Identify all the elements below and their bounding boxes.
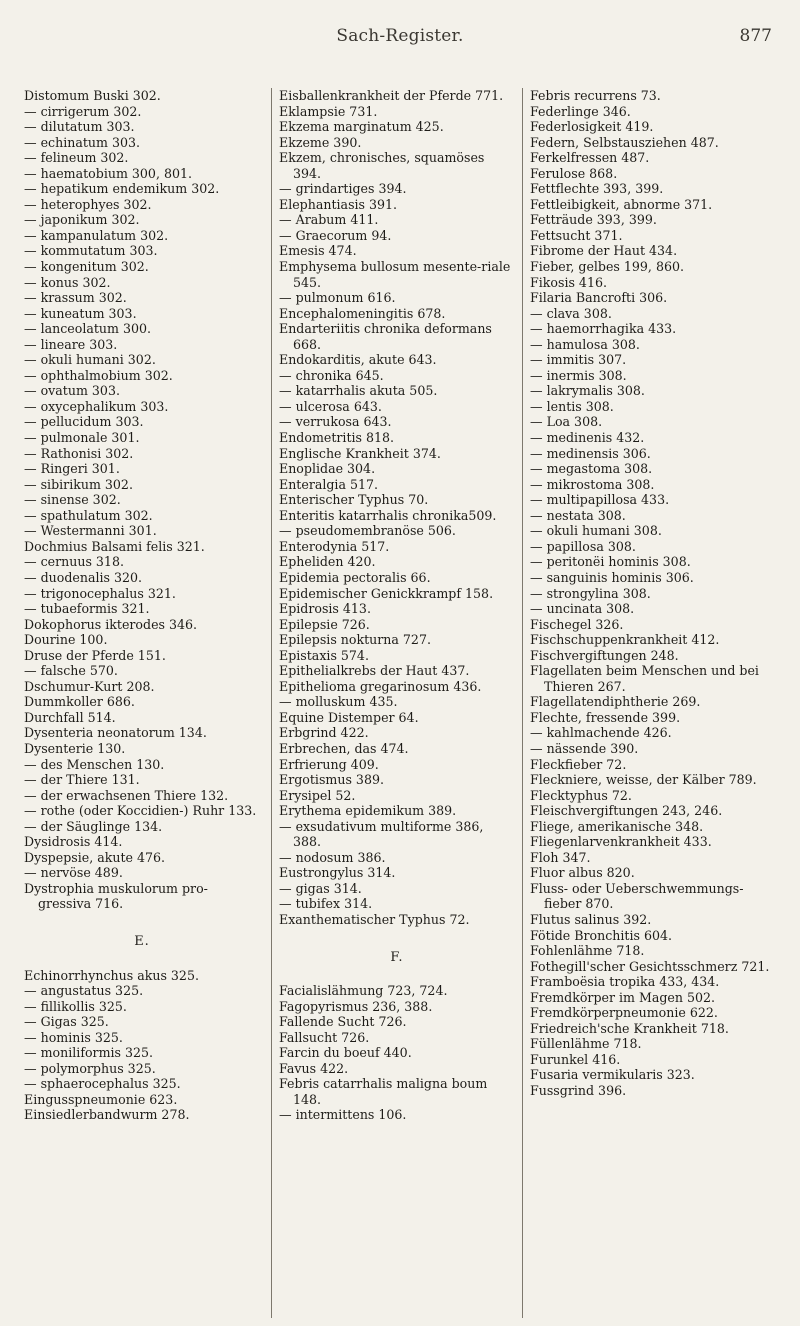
index-entry: Epidrosis 413. xyxy=(279,601,371,617)
index-entry: Dourine 100. xyxy=(24,632,108,648)
index-entry: — pseudomembranöse 506. xyxy=(279,523,456,539)
index-entry: — heterophyes 302. xyxy=(24,196,152,212)
index-entry: — nervöse 489. xyxy=(24,865,123,881)
index-entry: Enteralgia 517. xyxy=(279,476,379,492)
index-entry: Englische Krankheit 374. xyxy=(279,445,441,461)
index-entry: Favus 422. xyxy=(279,1060,349,1076)
index-entry: — cernuus 318. xyxy=(24,554,124,570)
index-column-2 xyxy=(271,88,515,1318)
index-entry: Ekzem, chronisches, squamöses 394. xyxy=(279,150,485,181)
index-entry: Fagopyrismus 236, 388. xyxy=(279,998,433,1014)
index-entry: — Arabum 411. xyxy=(279,212,379,228)
index-entry: Epidemia pectoralis 66. xyxy=(279,569,431,585)
running-title: Sach-Register. xyxy=(336,26,464,46)
index-entry: Enteritis katarrhalis chronika509. xyxy=(279,507,497,523)
index-entry: Fötide Bronchitis 604. xyxy=(530,927,672,943)
index-entry: — duodenalis 320. xyxy=(24,569,143,585)
index-entry: Erbrechen, das 474. xyxy=(279,740,409,756)
index-entry: Filaria Bancrofti 306. xyxy=(530,290,668,306)
index-entry: — kongenitum 302. xyxy=(24,259,149,275)
index-entry: — tubifex 314. xyxy=(279,896,373,912)
index-entry: Epilepsie 726. xyxy=(279,616,370,632)
index-entry: Ekzeme 390. xyxy=(279,134,362,150)
index-entry: — pulmonum 616. xyxy=(279,290,396,306)
index-entry: Fischschuppenkrankheit 412. xyxy=(530,632,720,648)
index-entry: — chronika 645. xyxy=(279,367,384,383)
index-entry: — Loa 308. xyxy=(530,414,603,430)
index-entry: Fothegill'scher Gesichtsschmerz 721. xyxy=(530,958,770,974)
index-entry: — polymorphus 325. xyxy=(24,1060,156,1076)
index-entry: Fleischvergiftungen 243, 246. xyxy=(530,803,723,819)
index-entry: Fischvergiftungen 248. xyxy=(530,647,679,663)
index-entry: — Ringeri 301. xyxy=(24,461,120,477)
index-entry: — exsudativum multiforme 386, 388. xyxy=(279,818,484,850)
index-entry: — spathulatum 302. xyxy=(24,507,153,523)
index-entry: Fremdkörper im Magen 502. xyxy=(530,989,716,1005)
index-entry: Eklampsie 731. xyxy=(279,103,378,119)
page-number: 877 xyxy=(739,26,772,46)
index-entry: — des Menschen 130. xyxy=(24,756,165,772)
index-entry: Dokophorus ikterodes 346. xyxy=(24,616,198,632)
index-column-3 xyxy=(522,88,780,1318)
index-entry: Fliege, amerikanische 348. xyxy=(530,818,704,834)
index-entry: Ekzema marginatum 425. xyxy=(279,119,444,135)
index-entry: Epilepsis nokturna 727. xyxy=(279,632,431,648)
index-entry: — sanguinis hominis 306. xyxy=(530,569,694,585)
index-entry: — echinatum 303. xyxy=(24,134,141,150)
index-entry: — haemorrhagika 433. xyxy=(530,321,677,337)
index-entry: Dochmius Balsami felis 321. xyxy=(24,538,205,554)
index-entry: — ulcerosa 643. xyxy=(279,398,382,414)
index-entry: Flutus salinus 392. xyxy=(530,911,652,927)
index-entry: — clava 308. xyxy=(530,305,612,321)
index-entry: Federn, Selbstausziehen 487. xyxy=(530,134,719,150)
index-column-1 xyxy=(24,88,260,1123)
index-entry: Federlosigkeit 419. xyxy=(530,119,654,135)
page-header xyxy=(0,26,800,56)
index-entry: — megastoma 308. xyxy=(530,461,653,477)
index-entry: — der erwachsenen Thiere 132. xyxy=(24,787,229,803)
index-entry: Endarteriitis chronika deformans 668. xyxy=(279,321,492,352)
index-entry: Eisballenkrankheit der Pferde 771. xyxy=(279,88,504,103)
index-entry: — lakrymalis 308. xyxy=(530,383,645,399)
index-entry: — ophthalmobium 302. xyxy=(24,367,173,383)
index-entry: — Westermanni 301. xyxy=(24,523,157,539)
index-entry: Dschumur-Kurt 208. xyxy=(24,678,155,694)
index-entry: Epidemischer Genickkrampf 158. xyxy=(279,585,494,601)
index-entry: Emphysema bullosum mesente-riale 545. xyxy=(279,259,511,290)
index-entry: — papillosa 308. xyxy=(530,538,636,554)
index-entry: — lineare 303. xyxy=(24,336,118,352)
index-entry: Equine Distemper 64. xyxy=(279,709,419,725)
index-entry: Emesis 474. xyxy=(279,243,357,259)
index-entry: Fettleibigkeit, abnorme 371. xyxy=(530,196,713,212)
index-entry: Fikosis 416. xyxy=(530,274,607,290)
index-entry: — ovatum 303. xyxy=(24,383,120,399)
index-entry: Dummkoller 686. xyxy=(24,694,135,710)
index-entry: Facialislähmung 723, 724. xyxy=(279,983,448,999)
index-entry: — haematobium 300, 801. xyxy=(24,165,192,181)
index-entry: — Rathonisi 302. xyxy=(24,445,134,461)
index-entry: Dysenterie 130. xyxy=(24,740,126,756)
index-entry: — der Säuglinge 134. xyxy=(24,818,163,834)
index-entry: Exanthematischer Typhus 72. xyxy=(279,911,470,927)
index-entry: Epithelioma gregarinosum 436. xyxy=(279,678,482,694)
index-entry: Fischegel 326. xyxy=(530,616,624,632)
index-entry: Flagellaten beim Menschen und bei Thieren 267. xyxy=(530,663,759,694)
index-entry: Fetträude 393, 399. xyxy=(530,212,657,228)
index-entry: — pulmonale 301. xyxy=(24,430,140,446)
index-entry: Febris catarrhalis maligna boum 148. xyxy=(279,1076,488,1107)
index-entry: Floh 347. xyxy=(530,849,591,865)
index-entry: Febris recurrens 73. xyxy=(530,88,661,103)
index-entry: — multipapillosa 433. xyxy=(530,492,670,508)
index-entry: — hominis 325. xyxy=(24,1029,123,1045)
index-entry: — nässende 390. xyxy=(530,740,639,756)
index-entry: — lanceolatum 300. xyxy=(24,321,152,337)
index-entry: Fallende Sucht 726. xyxy=(279,1014,407,1030)
index-entry: Fluss- oder Ueberschwemmungs-fieber 870. xyxy=(530,880,744,912)
index-entry: Ferkelfressen 487. xyxy=(530,150,650,166)
index-entry: — oxycephalikum 303. xyxy=(24,398,169,414)
index-entry: — dilutatum 303. xyxy=(24,119,135,135)
index-entry: — molluskum 435. xyxy=(279,694,398,710)
index-entry: — strongylina 308. xyxy=(530,585,651,601)
index-entry: Fettsucht 371. xyxy=(530,227,623,243)
index-entry: — Graecorum 94. xyxy=(279,227,392,243)
index-entry: — uncinata 308. xyxy=(530,601,635,617)
index-entry: — okuli humani 302. xyxy=(24,352,156,368)
index-entry: Ergotismus 389. xyxy=(279,772,384,788)
index-entry: — nodosum 386. xyxy=(279,849,386,865)
index-entry: Elephantiasis 391. xyxy=(279,196,398,212)
index-entry: — verrukosa 643. xyxy=(279,414,392,430)
index-entry: Eingusspneumonie 623. xyxy=(24,1091,178,1107)
index-entry: — kahlmachende 426. xyxy=(530,725,672,741)
index-entry: Fussgrind 396. xyxy=(530,1083,627,1098)
index-entry: Fallsucht 726. xyxy=(279,1029,370,1045)
index-entry: Flagellatendiphtherie 269. xyxy=(530,694,701,710)
index-entry: — sphaerocephalus 325. xyxy=(24,1076,181,1092)
index-entry: Fleckniere, weisse, der Kälber 789. xyxy=(530,772,757,788)
index-entry: — sinense 302. xyxy=(24,492,121,508)
index-entry: Fusaria vermikularis 323. xyxy=(530,1067,695,1083)
index-entry: Erbgrind 422. xyxy=(279,725,369,741)
index-entry: — fillikollis 325. xyxy=(24,998,127,1014)
index-entry: — angustatus 325. xyxy=(24,983,144,999)
index-entry: Fleckfieber 72. xyxy=(530,756,627,772)
section-heading: F. xyxy=(390,949,404,965)
index-entry: — hepatikum endemikum 302. xyxy=(24,181,220,197)
index-entry: Ferulose 868. xyxy=(530,165,618,181)
index-entry: — gigas 314. xyxy=(279,880,362,896)
index-entry: Dyspepsie, akute 476. xyxy=(24,849,166,865)
index-entry: — der Thiere 131. xyxy=(24,772,140,788)
index-entry: Einsiedlerbandwurm 278. xyxy=(24,1107,190,1123)
index-entry: — inermis 308. xyxy=(530,367,627,383)
index-entry: — grindartiges 394. xyxy=(279,181,407,197)
index-entry: Federlinge 346. xyxy=(530,103,631,119)
index-entry: — cirrigerum 302. xyxy=(24,103,142,119)
index-entry: — okuli humani 308. xyxy=(530,523,662,539)
index-entry: — immitis 307. xyxy=(530,352,627,368)
index-entry: Endokarditis, akute 643. xyxy=(279,352,437,368)
index-entry: — kuneatum 303. xyxy=(24,305,137,321)
index-entry: Dysenteria neonatorum 134. xyxy=(24,725,207,741)
index-entry: Eustrongylus 314. xyxy=(279,865,396,881)
index-entry: — kommutatum 303. xyxy=(24,243,158,259)
index-entry: Fieber, gelbes 199, 860. xyxy=(530,259,684,275)
index-entry: Distomum Buski 302. xyxy=(24,88,161,103)
index-entry: Endometritis 818. xyxy=(279,430,395,446)
index-entry: — hamulosa 308. xyxy=(530,336,640,352)
index-entry: — Gigas 325. xyxy=(24,1014,109,1030)
index-entry: Fettflechte 393, 399. xyxy=(530,181,664,197)
index-entry: Enterodynia 517. xyxy=(279,538,390,554)
index-entry: Fluor albus 820. xyxy=(530,865,635,881)
index-entry: — rothe (oder Koccidien-) Ruhr 133. xyxy=(24,803,257,819)
index-entry: — moniliformis 325. xyxy=(24,1045,154,1061)
index-entry: — medinensis 306. xyxy=(530,445,651,461)
index-entry: Fibrome der Haut 434. xyxy=(530,243,678,259)
section-heading: E. xyxy=(134,933,150,949)
index-entry: Flecktyphus 72. xyxy=(530,787,632,803)
index-entry: Enterischer Typhus 70. xyxy=(279,492,429,508)
index-entry: Fliegenlarvenkrankheit 433. xyxy=(530,834,712,850)
index-entry: Epheliden 420. xyxy=(279,554,376,570)
index-entry: Erysipel 52. xyxy=(279,787,356,803)
index-entry: — falsche 570. xyxy=(24,663,118,679)
index-entry: — tubaeformis 321. xyxy=(24,601,150,617)
index-entry: — felineum 302. xyxy=(24,150,129,166)
index-entry: Flechte, fressende 399. xyxy=(530,709,681,725)
index-entry: Erythema epidemikum 389. xyxy=(279,803,457,819)
index-entry: Dystrophia muskulorum pro-gressiva 716. xyxy=(24,880,208,912)
index-entry: — nestata 308. xyxy=(530,507,626,523)
index-entry: Friedreich'sche Krankheit 718. xyxy=(530,1020,729,1036)
index-entry: Durchfall 514. xyxy=(24,709,116,725)
index-entry: — peritonëi hominis 308. xyxy=(530,554,691,570)
index-entry: — krassum 302. xyxy=(24,290,127,306)
index-entry: Encephalomeningitis 678. xyxy=(279,305,446,321)
index-entry: — mikrostoma 308. xyxy=(530,476,655,492)
index-entry: — japonikum 302. xyxy=(24,212,140,228)
index-entry: — intermittens 106. xyxy=(279,1107,407,1123)
index-entry: Echinorrhynchus akus 325. xyxy=(24,967,199,983)
index-entry: — konus 302. xyxy=(24,274,111,290)
index-entry: Enoplidae 304. xyxy=(279,461,376,477)
index-entry: Framboësia tropika 433, 434. xyxy=(530,974,720,990)
index-entry: Fremdkörperpneumonie 622. xyxy=(530,1005,718,1021)
index-entry: Füllenlähme 718. xyxy=(530,1036,642,1052)
index-entry: — medinenis 432. xyxy=(530,430,645,446)
index-entry: Epithelialkrebs der Haut 437. xyxy=(279,663,470,679)
index-entry: Fohlenlähme 718. xyxy=(530,943,645,959)
index-entry: — trigonocephalus 321. xyxy=(24,585,176,601)
index-entry: — sibirikum 302. xyxy=(24,476,133,492)
index-entry: Farcin du boeuf 440. xyxy=(279,1045,412,1061)
index-entry: Erfrierung 409. xyxy=(279,756,379,772)
index-entry: Dysidrosis 414. xyxy=(24,834,123,850)
index-entry: — lentis 308. xyxy=(530,398,614,414)
index-entry: Epistaxis 574. xyxy=(279,647,369,663)
index-entry: — pellucidum 303. xyxy=(24,414,144,430)
index-entry: Furunkel 416. xyxy=(530,1051,621,1067)
index-entry: Druse der Pferde 151. xyxy=(24,647,166,663)
index-entry: — kampanulatum 302. xyxy=(24,227,169,243)
index-entry: — katarrhalis akuta 505. xyxy=(279,383,438,399)
